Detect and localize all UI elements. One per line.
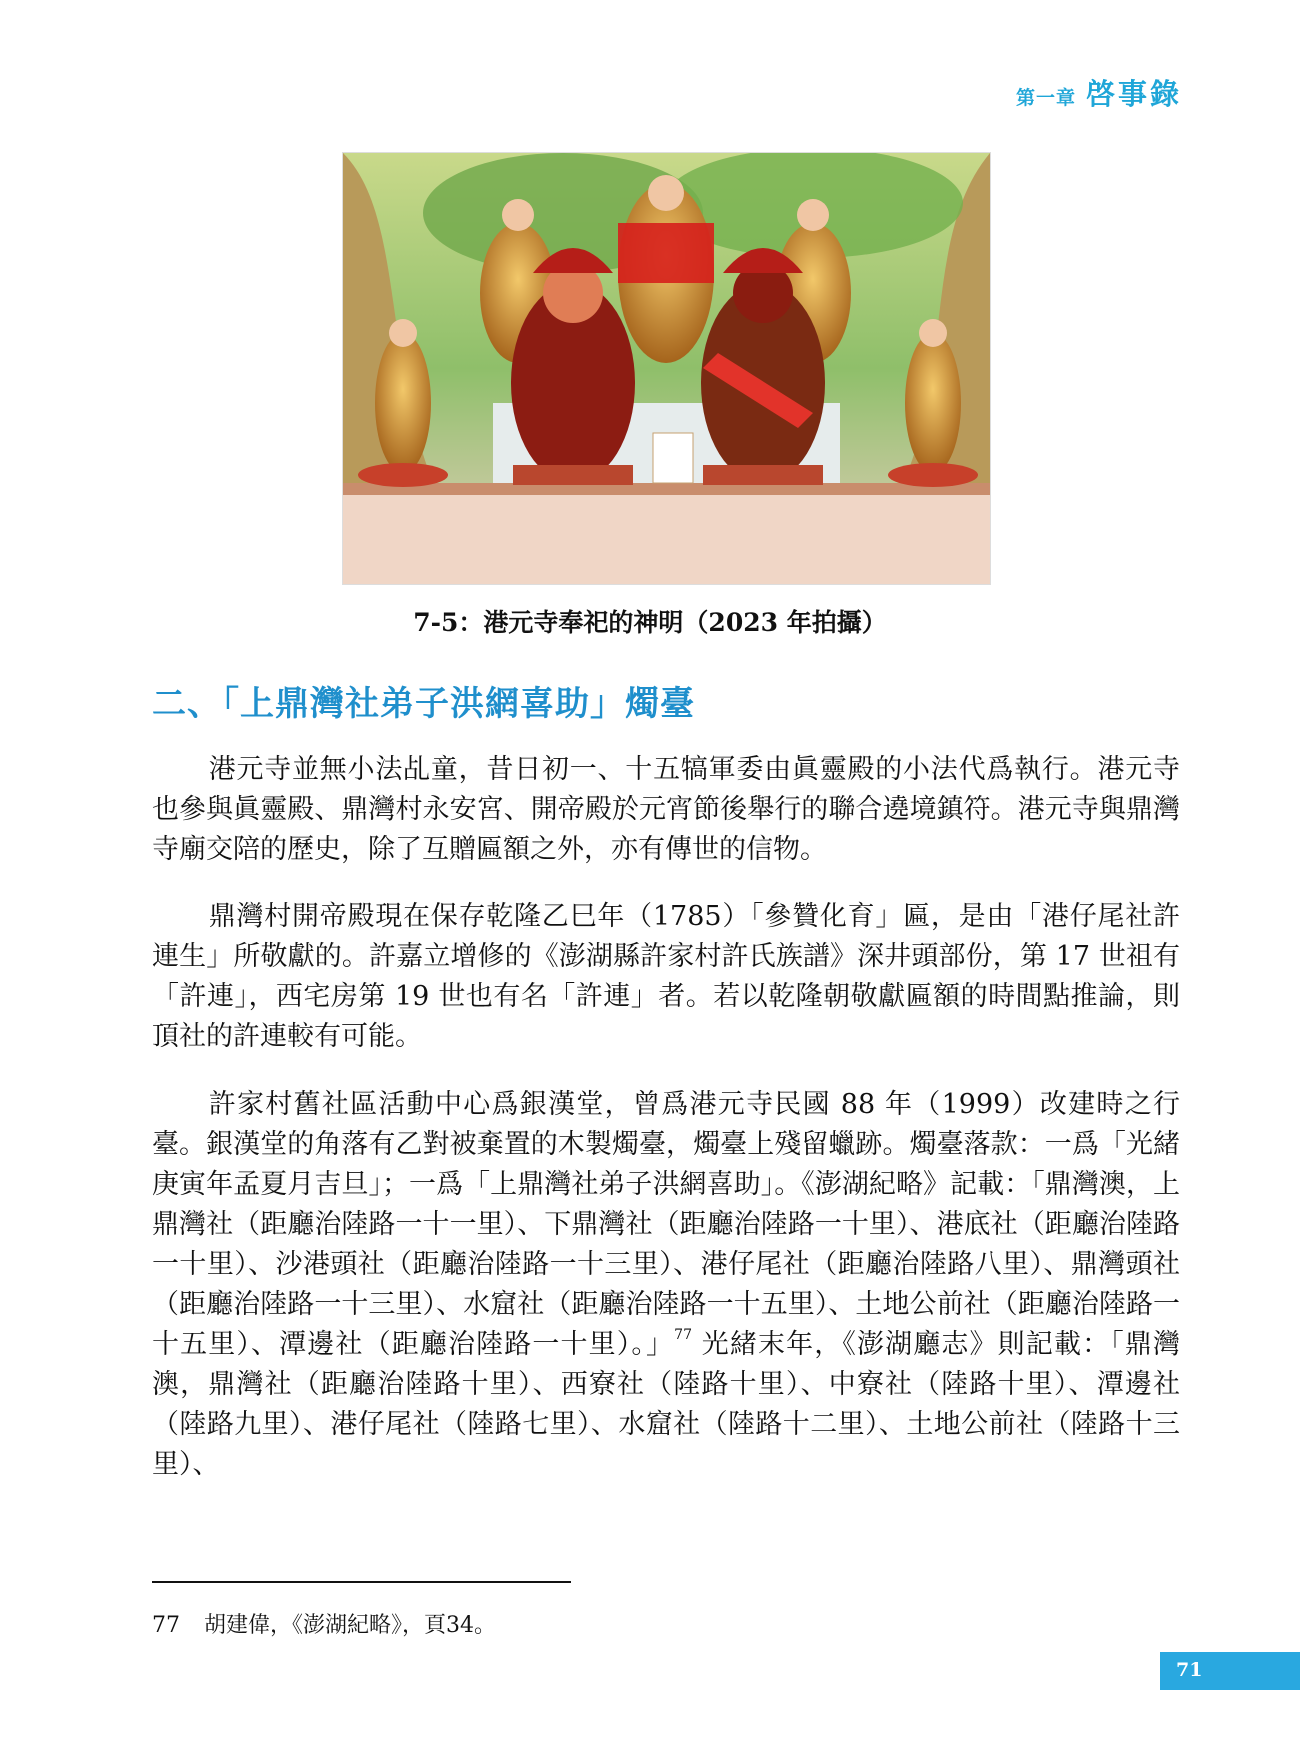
footnote-number: 77: [152, 1613, 180, 1638]
footnote-text: 胡建偉，《澎湖紀略》，頁34。: [204, 1613, 496, 1638]
running-header: [1016, 72, 1182, 113]
page-number: 71: [1176, 1659, 1203, 1681]
chapter-label: 第一章: [1015, 87, 1076, 109]
footnote-divider: [152, 1581, 571, 1583]
paragraph-1: 港元寺並無小法乩童，昔日初一、十五犒軍委由眞靈殿的小法代爲執行。港元寺也參與眞靈殿、鼎灣村永安宮、開帝殿於元宵節後舉行的聯合遶境鎮符。港元寺與鼎灣寺廟交陪的歷史，除了互贈匾額之外，亦有傳世的信物。: [152, 754, 1180, 865]
section-heading: 二、「上鼎灣社弟子洪網喜助」燭臺: [152, 684, 695, 724]
paragraph-3: [152, 1085, 1180, 1485]
footnote: [152, 1608, 496, 1639]
figure-caption: 7-5：港元寺奉祀的神明（2023 年拍攝）: [413, 608, 887, 637]
paragraph-2: 鼎灣村開帝殿現在保存乾隆乙巳年（1785）「參贊化育」匾，是由「港仔尾社許連生」所敬獻的。許嘉立增修的《澎湖縣許家村許氏族譜》深井頭部份，第 17 世祖有「許連」，西宅房第 19 世也有名「許連」者。若以乾隆朝敬獻匾額的時間點推論，則頂社的許連較有可能。: [152, 901, 1180, 1052]
paragraph-3-text-b: 光緒末年，《澎湖廳志》則記載：「鼎灣澳，鼎灣社（距廳治陸路十里）、西寮社（陸路十里）、中寮社（陸路十里）、潭邊社（陸路九里）、港仔尾社（陸路七里）、水窟社（陸路十二里）、土地公前社（陸路十三里）、: [152, 1329, 1180, 1480]
paragraph-3-text-a: 許家村舊社區活動中心爲銀漢堂，曾爲港元寺民國 88 年（1999）改建時之行臺。銀漢堂的角落有乙對被棄置的木製燭臺，燭臺上殘留蠟跡。燭臺落款：一爲「光緒庚寅年孟夏月吉旦」；一爲「上鼎灣社弟子洪網喜助」。《澎湖紀略》記載：「鼎灣澳，上鼎灣社（距廳治陸路一十一里）、下鼎灣社（距廳治陸路一十里）、港底社（距廳治陸路一十里）、沙港頭社（距廳治陸路一十三里）、港仔尾社（距廳治陸路八里）、鼎灣頭社（距廳治陸路一十三里）、水窟社（距廳治陸路一十五里）、土地公前社（距廳治陸路一十五里）、潭邊社（距廳治陸路一十里）。」: [152, 1089, 1180, 1360]
section-label: 啓事錄: [1085, 77, 1182, 111]
footnote-reference[interactable]: 77: [674, 1327, 692, 1343]
temple-deities-photo: [342, 152, 991, 585]
